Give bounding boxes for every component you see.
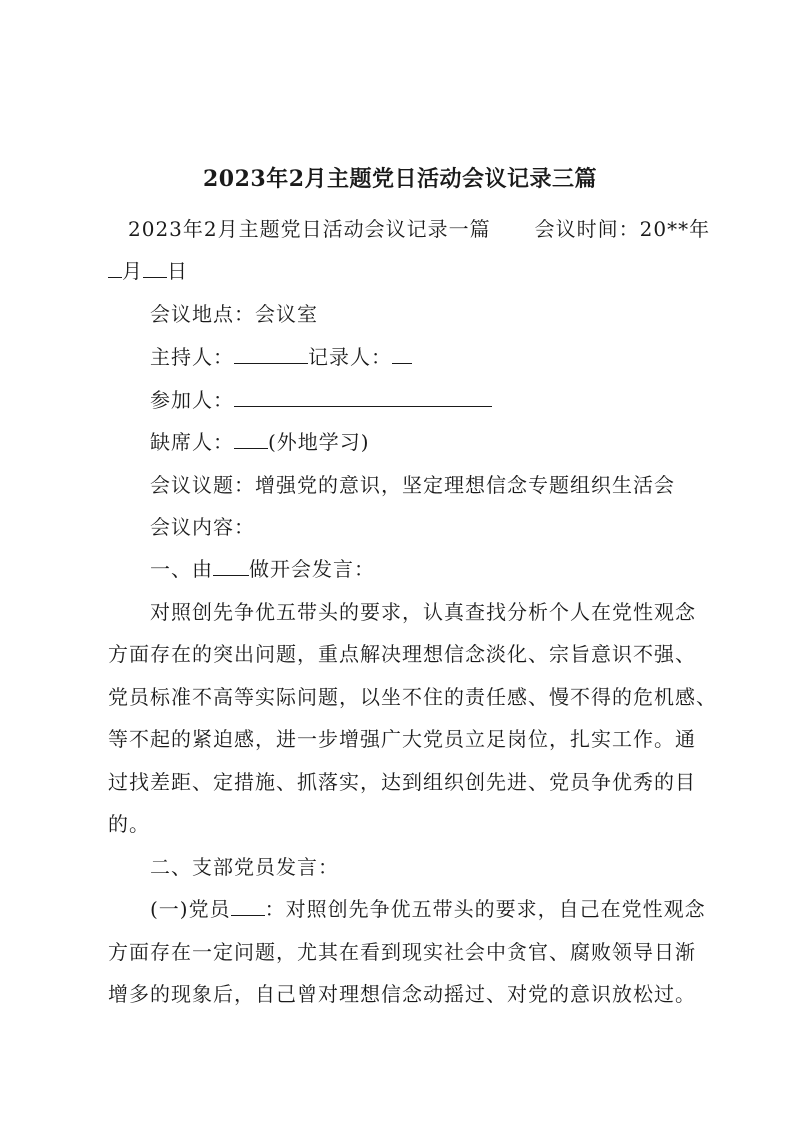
subtitle-line	[128, 210, 748, 248]
attendees-line	[150, 381, 730, 419]
member-one-text: ：对照创先争优五带头的要求，自己在党性观念	[264, 897, 706, 921]
meeting-time: 会议时间：20**年	[534, 217, 711, 241]
day-blank	[143, 255, 167, 278]
member-one-prefix: (一)党员	[150, 897, 231, 921]
absent-label: 缺席人：	[150, 430, 234, 454]
section-one-suffix: 做开会发言：	[249, 557, 375, 581]
para1-line-4: 等不起的紧迫感，进一步增强广大党员立足岗位，扎实工作。通	[108, 727, 696, 751]
para1-line-5: 过找差距、定措施、抓落实，达到组织创先进、党员争优秀的目	[108, 770, 696, 794]
section-one-heading	[150, 550, 730, 588]
absent-blank	[234, 426, 268, 449]
absent-line	[150, 423, 730, 461]
para1-line-3: 党员标准不高等实际问题，以坐不住的责任感、慢不得的危机感、	[108, 685, 717, 709]
recorder-label: 记录人：	[308, 345, 392, 369]
section-two-heading: 二、支部党员发言：	[150, 855, 339, 879]
month-char: 月	[122, 259, 143, 283]
document-title: 2023年2月主题党日活动会议记录三篇	[202, 166, 598, 192]
para2-line-2: 增多的现象后，自己曾对理想信念动摇过、对党的意识放松过。	[108, 982, 696, 1006]
para1-line-1: 对照创先争优五带头的要求，认真查找分析个人在党性观念	[150, 600, 696, 624]
para2-line-1: 方面存在一定问题，尤其在看到现实社会中贪官、腐败领导日渐	[108, 940, 696, 964]
section-one-prefix: 一、由	[150, 557, 213, 581]
attendees-label: 参加人：	[150, 388, 234, 412]
para1-line-6: 的。	[108, 812, 150, 836]
speaker-blank	[213, 553, 249, 576]
subtitle: 2023年2月主题党日活动会议记录一篇	[128, 217, 491, 241]
day-char: 日	[167, 259, 188, 283]
meeting-location: 会议地点：会议室	[150, 302, 318, 326]
host-label: 主持人：	[150, 345, 234, 369]
absent-note: (外地学习)	[268, 430, 370, 454]
meeting-topic: 会议议题：增强党的意识，坚定理想信念专题组织生活会	[150, 473, 675, 497]
host-recorder-line	[150, 338, 730, 376]
member-one-line	[150, 890, 730, 928]
para1-line-2: 方面存在的突出问题，重点解决理想信念淡化、宗旨意识不强、	[108, 642, 696, 666]
date-line	[108, 252, 728, 290]
attendees-blank	[234, 384, 492, 407]
recorder-blank	[392, 341, 412, 364]
content-label: 会议内容：	[150, 515, 255, 539]
month-blank	[108, 255, 122, 278]
member-one-blank	[231, 893, 265, 916]
host-blank	[234, 341, 308, 364]
